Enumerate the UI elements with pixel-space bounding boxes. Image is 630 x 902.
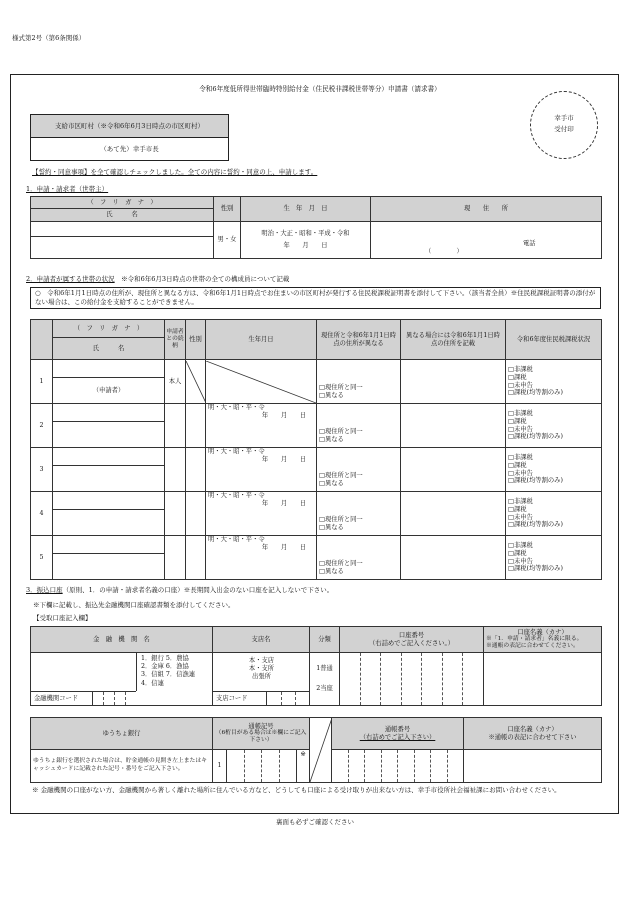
col-address: 現 住 所 [371,197,602,222]
same-checkbox[interactable]: □現住所と同一 [319,384,363,392]
acct-type-ordinary[interactable]: 1普通 [316,665,333,673]
yucho-symbol-note: （6桁目がある場合は※欄にご記入下さい） [215,730,307,744]
yucho-table [30,717,602,783]
tax-nontaxable-checkbox[interactable]: □非課税 [508,541,533,549]
acct-note: （右詰めでご記入ください。） [368,639,454,647]
hh-col-name: 氏 名 [53,338,165,360]
yucho-holder-header [464,718,602,750]
same-checkbox[interactable]: □現住所と同一 [319,428,363,436]
yucho-number-header [332,718,464,750]
municipality-header: 支給市区町村（※令和6年6月3日時点の市区町村） [31,115,228,138]
bank-type-3[interactable]: 3．信組 7．信漁連 [141,671,196,679]
hh-col-addr-diff: 異なる場合には令和6年1月1日時点の住所を記載 [401,320,506,360]
row-addr-same[interactable] [317,536,401,580]
phone-label: 電話 [523,240,536,248]
form-title: 令和6年度低所得世帯臨時特別給付金（住民税非課税世帯等分）申請書（請求書） [199,85,441,93]
tax-flat-checkbox[interactable]: □課税(均等割のみ) [508,565,563,573]
inst-code-digit[interactable] [126,692,136,705]
row-addr-same[interactable] [317,404,401,448]
yucho-symbol-label: 通帳記号 [248,722,274,730]
holder-note2: ※通帳の表記に合わせてください。 [486,643,579,650]
applicant-table [30,196,602,259]
branch-type-1[interactable]: 本・支店 [248,657,275,664]
row-name-input[interactable] [53,422,165,448]
row-relation-input[interactable] [165,492,186,536]
col-furigana: （ フ リ ガ ナ ） [31,197,214,209]
municipality-value: （あて先）幸手市長 [100,145,159,153]
row-ymd: 年 月 日 [261,411,306,419]
col-name: 氏 名 [31,209,214,222]
yucho-holder-input[interactable] [464,750,602,783]
row-addr-diff-input[interactable] [401,360,506,404]
tax-unfiled-checkbox[interactable]: □未申告 [508,425,533,433]
hh-col-birth: 生年月日 [206,320,317,360]
row-era: 明・大・昭・平・令 [208,536,265,543]
branch-code-digit[interactable] [296,692,309,705]
row-addr-diff-input[interactable] [401,492,506,536]
row-furigana-input[interactable] [53,448,165,466]
branch-type-3[interactable]: 出張所 [252,673,271,681]
holder-header: 口座名義（カナ） [517,628,568,636]
row-furigana-input[interactable] [53,536,165,554]
yucho-symbol-header [213,718,310,750]
sec2-heading: 2．申請者が属する世帯の状況 ※令和6年6月3日時点の世帯の全ての構成員について記載 [26,275,290,283]
tax-flat-checkbox[interactable]: □課税(均等割のみ) [508,389,563,397]
bank-type-1[interactable]: 1．銀行 5．農協 [141,655,189,662]
diff-checkbox[interactable]: □異なる [319,524,344,532]
yucho-number-label: 通帳番号 [384,725,411,733]
row-tax[interactable] [506,448,602,492]
tax-taxable-checkbox[interactable]: □課税 [508,461,527,469]
tax-unfiled-checkbox[interactable]: □未申告 [508,469,533,477]
hh-col-addr-same: 現住所と令和6年1月1日時点の住所が異なる [317,320,401,360]
row-relation-input[interactable] [165,448,186,492]
tax-nontaxable-checkbox[interactable]: □非課税 [508,409,533,417]
row-addr-diff-input[interactable] [401,448,506,492]
row-number: 5 [31,536,53,580]
bank-col-inst: 金 融 機 関 名 [31,627,213,653]
tax-flat-checkbox[interactable]: □課税(均等割のみ) [508,521,563,529]
yucho-holder-note: ※通帳の表記に合わせて下さい [488,733,577,741]
bank-label: 【受取口座記入欄】 [33,614,92,622]
row-number: 4 [31,492,53,536]
row-gender-slash [186,360,206,404]
bank-col-branch: 支店名 [213,627,310,653]
diff-checkbox[interactable]: □異なる [319,480,344,488]
bank-inst-input[interactable] [31,653,213,706]
applicant-birth[interactable] [241,222,371,259]
yucho-number-input[interactable] [332,750,464,783]
row-number: 3 [31,448,53,492]
yucho-instruction: ゆうちょ銀行を選択された場合は、貯金通帳の見開き左上またはキャッシュカードに記載された記号・番号をご記入下さい。 [31,750,213,783]
row-tax[interactable] [506,360,602,404]
branch-code-digit[interactable] [266,692,282,705]
row-ymd: 年 月 日 [261,455,306,463]
tax-unfiled-checkbox[interactable]: □未申告 [508,557,533,565]
bank-table [30,626,602,706]
row-tax[interactable] [506,536,602,580]
inst-code-label: 金融機関コード [34,695,79,702]
sec2-notice: ○ 令和6年1月1日時点の住所が、現住所と異なる方は、令和6年1月1日時点でお住まいの市区町村が発行する住民税課税証明書を添付して下さい。（該当者全員）※住民税課税証明書の添付がない場合は、この給付金を支給することができません。 [30,287,601,309]
row-birth-slash [206,360,317,404]
row-birth[interactable] [206,448,317,492]
same-checkbox[interactable]: □現住所と同一 [319,516,363,524]
tax-taxable-checkbox[interactable]: □課税 [508,373,527,381]
row-ymd: 年 月 日 [261,499,306,507]
form-id: 様式第2号（第6条関係） [12,34,86,42]
hh-col-tax: 令和6年度住民税課税状況 [506,320,602,360]
sec3-footnote: ※ 金融機関の口座がない方、金融機関から著しく離れた場所に住んでいる方など、どうしても口座による受け取りが出来ない方は、幸手市役所社会福祉課にお問い合わせください。 [32,786,561,794]
branch-code-label: 支店コード [216,695,248,702]
row-relation-input[interactable] [165,536,186,580]
applicant-name-input[interactable] [31,237,214,259]
yucho-slash [310,718,332,783]
hh-col-gender: 性別 [186,320,206,360]
row-era: 明・大・昭・平・令 [208,492,265,499]
row-gender-input[interactable] [186,404,206,448]
bank-col-holder [484,627,602,653]
stamp-label: 受付印 [554,125,574,133]
tax-unfiled-checkbox[interactable]: □未申告 [508,381,533,389]
tax-taxable-checkbox[interactable]: □課税 [508,417,527,425]
hh-col-furigana: （ フ リ ガ ナ ） [53,320,165,338]
row-furigana-input[interactable] [53,404,165,422]
row-tax[interactable] [506,404,602,448]
branch-code-digit[interactable] [282,692,297,705]
row-relation: 本人 [165,360,186,404]
yucho-symbol-fixed: 1 [213,750,227,783]
applicant-furigana-input[interactable] [31,222,214,237]
inst-code-digit[interactable] [104,692,115,705]
bank-col-acct [340,627,484,653]
acct-holder-input[interactable] [484,653,602,706]
diff-checkbox[interactable]: □異なる [319,436,344,444]
col-gender: 性別 [214,197,241,222]
tax-flat-checkbox[interactable]: □課税(均等割のみ) [508,433,563,441]
row-addr-same[interactable] [317,492,401,536]
bank-col-type: 分類 [310,627,340,653]
row-number: 2 [31,404,53,448]
row-relation-input[interactable] [165,404,186,448]
bank-type-4[interactable]: 4．信連 [141,679,164,687]
tax-taxable-checkbox[interactable]: □課税 [508,549,527,557]
row-era: 明・大・昭・平・令 [208,404,265,411]
municipality-box [30,114,229,161]
sec1-heading: 1．申請・請求者（世帯主） [26,185,109,193]
row-era: 明・大・昭・平・令 [208,448,265,455]
household-table [30,319,602,580]
row-gender-input[interactable] [186,492,206,536]
yucho-holder-label: 口座名義（カナ） [507,725,558,733]
hh-col-relation: 申請者との続柄 [165,320,186,360]
same-checkbox[interactable]: □現住所と同一 [319,472,363,480]
tax-nontaxable-checkbox[interactable]: □非課税 [508,365,533,373]
applicant-address-input[interactable] [371,222,602,259]
diff-checkbox[interactable]: □異なる [319,392,344,400]
row-addr-diff-input[interactable] [401,404,506,448]
acct-type[interactable] [310,653,340,706]
acct-type-current[interactable]: 2当座 [316,685,333,692]
stamp-city: 幸手市 [554,114,574,122]
pledge-text: 【誓約・同意事項】を全て確認しチェックしました。全ての内容に誓約・同意の上、申請します。 [32,168,318,176]
row-addr-same[interactable] [317,360,401,404]
applicant-ymd: 年 月 日 [283,242,328,249]
yucho-extra-mark[interactable]: ※ [297,750,310,783]
row-furigana-input[interactable] [53,360,165,378]
yucho-number-note: （右詰めでご記入下さい） [359,733,436,741]
row-addr-diff-input[interactable] [401,536,506,580]
tax-taxable-checkbox[interactable]: □課税 [508,505,527,513]
tax-nontaxable-checkbox[interactable]: □非課税 [508,497,533,505]
tax-flat-checkbox[interactable]: □課税(均等割のみ) [508,477,563,485]
same-checkbox[interactable]: □現住所と同一 [319,560,363,568]
sec3-heading: 3．振込口座（原則、1．の申請・請求者名義の口座）※長期間入出金のない口座を記入しないで下さい。 [26,586,334,594]
tax-unfiled-checkbox[interactable]: □未申告 [508,513,533,521]
row-name-input[interactable] [53,554,165,580]
bank-branch-input[interactable] [213,653,310,706]
row-applicant-note: （申請者） [53,378,165,404]
reception-stamp [530,91,598,159]
sec3-note: ※下欄に記載し、振込先金融機関口座確認書類を添付してください。 [33,601,235,609]
acct-number-input[interactable] [340,653,484,706]
row-gender-input[interactable] [186,448,206,492]
inst-code-digit[interactable] [115,692,126,705]
diff-checkbox[interactable]: □異なる [319,568,344,576]
inst-code-digit[interactable] [92,692,104,705]
row-birth[interactable] [206,404,317,448]
row-birth[interactable] [206,492,317,536]
applicant-era: 明治・大正・昭和・平成・令和 [261,230,350,238]
branch-type-2[interactable]: 本・支所 [248,665,275,673]
yucho-symbol-input[interactable] [227,750,297,783]
tax-nontaxable-checkbox[interactable]: □非課税 [508,453,533,461]
acct-header: 口座番号 [398,631,425,639]
row-number: 1 [31,360,53,404]
row-gender-input[interactable] [186,536,206,580]
row-tax[interactable] [506,492,602,536]
footer-note: 裏面も必ずご確認ください [276,818,354,826]
col-birth: 生 年 月 日 [241,197,371,222]
row-ymd: 年 月 日 [261,543,306,551]
row-addr-same[interactable] [317,448,401,492]
holder-note1: ※「1．申請・請求者」名義に限る。 [486,636,583,643]
row-name-input[interactable] [53,510,165,536]
bank-type-2[interactable]: 2．金庫 6．漁協 [141,663,189,671]
row-birth[interactable] [206,536,317,580]
row-name-input[interactable] [53,466,165,492]
row-furigana-input[interactable] [53,492,165,510]
yucho-name: ゆうちょ銀行 [31,718,213,750]
phone-paren: （ ） [425,248,463,256]
applicant-gender[interactable]: 男・女 [214,222,241,259]
